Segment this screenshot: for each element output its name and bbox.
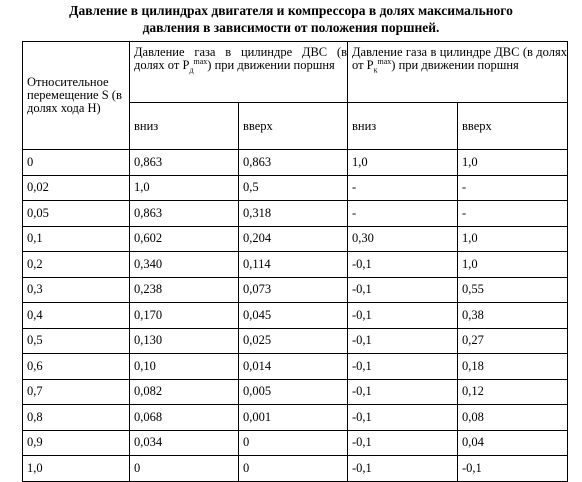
table-row (23, 456, 568, 482)
table-row (23, 379, 568, 405)
table-cell: 0,08 (458, 405, 568, 431)
table-row (23, 303, 568, 329)
header-relative-displacement-text: Относительное перемещение S (в долях хода H) (27, 75, 122, 115)
table-cell: 0,8 (23, 405, 130, 431)
table-cell: 0,38 (458, 303, 568, 329)
table-cell: 0,863 (130, 201, 239, 227)
table-cell: - (458, 201, 568, 227)
group1-text-post: ) при движении поршня (207, 58, 335, 72)
header-relative-displacement (23, 42, 130, 150)
table-cell: 1,0 (130, 175, 239, 201)
table-cell: 0,204 (239, 226, 348, 252)
title-line-1: Давление в цилиндрах двигателя и компрессора в долях максимального (69, 3, 513, 18)
table-cell: 1,0 (23, 456, 130, 482)
table-cell: 1,0 (458, 252, 568, 278)
table-cell: -0,1 (348, 430, 458, 456)
table-cell: 0,5 (239, 175, 348, 201)
table-cell: 0,7 (23, 379, 130, 405)
table-cell: 0,863 (130, 150, 239, 176)
table-cell: 0,863 (239, 150, 348, 176)
table-cell: - (348, 175, 458, 201)
table-cell: 0,4 (23, 303, 130, 329)
table-cell: 0 (23, 150, 130, 176)
table-cell: 0,114 (239, 252, 348, 278)
header-up-2: вверх (458, 103, 568, 150)
table-cell: 0,068 (130, 405, 239, 431)
table-cell: 0,001 (239, 405, 348, 431)
table-row (23, 201, 568, 227)
table-cell: 0,02 (23, 175, 130, 201)
table-cell: 0,034 (130, 430, 239, 456)
table-row (23, 405, 568, 431)
table-cell: -0,1 (348, 405, 458, 431)
table-cell: 0,10 (130, 354, 239, 380)
table-cell: 0,005 (239, 379, 348, 405)
table-cell: 0,318 (239, 201, 348, 227)
table-cell: 0,05 (23, 201, 130, 227)
table-cell: 0,30 (348, 226, 458, 252)
header-row-groups (23, 42, 568, 103)
header-group-engine-pk (348, 42, 568, 103)
table-cell: 0,9 (23, 430, 130, 456)
group2-sup: max (377, 56, 392, 66)
table-cell: 1,0 (458, 226, 568, 252)
table-cell: 0,18 (458, 354, 568, 380)
table-cell: 1,0 (458, 150, 568, 176)
group1-sup: max (193, 56, 208, 66)
table-row (23, 354, 568, 380)
table-row (23, 277, 568, 303)
header-group-engine-pd (130, 42, 348, 103)
table-cell: 0,12 (458, 379, 568, 405)
table-row (23, 175, 568, 201)
table-cell: 0,082 (130, 379, 239, 405)
table-row (23, 252, 568, 278)
header-down-2: вниз (348, 103, 458, 150)
header-down-1: вниз (130, 103, 239, 150)
group1-text-pre: Давление газа в цилиндре ДВС (в долях от P (134, 45, 347, 72)
table-cell: 0 (239, 456, 348, 482)
table-cell: 0,1 (23, 226, 130, 252)
table-cell: 0,2 (23, 252, 130, 278)
table-row (23, 150, 568, 176)
table-cell: 0,238 (130, 277, 239, 303)
group2-text-pre: Давление газа в цилиндре ДВС (в долях от P (352, 45, 567, 72)
table-cell: 0,602 (130, 226, 239, 252)
table-cell: -0,1 (348, 303, 458, 329)
table-cell: 0,014 (239, 354, 348, 380)
table-title (0, 2, 582, 36)
group2-text-post: ) при движении поршня (391, 58, 519, 72)
table-cell: 0,340 (130, 252, 239, 278)
table-row (23, 430, 568, 456)
group1-sub: д (189, 65, 194, 75)
table-cell: 0,04 (458, 430, 568, 456)
title-line-2: давления в зависимости от положения поршней. (142, 20, 440, 35)
table-row (23, 226, 568, 252)
table-cell: - (348, 201, 458, 227)
table-cell: 0 (130, 456, 239, 482)
table-cell: -0,1 (348, 379, 458, 405)
table-cell: -0,1 (348, 456, 458, 482)
table-row (23, 328, 568, 354)
table-cell: -0,1 (348, 328, 458, 354)
group2-sub: к (373, 65, 378, 75)
pressure-table (22, 41, 568, 482)
table-cell: 0,170 (130, 303, 239, 329)
table-cell: -0,1 (348, 354, 458, 380)
table-cell: -0,1 (458, 456, 568, 482)
table-cell: 0,5 (23, 328, 130, 354)
table-cell: 0,130 (130, 328, 239, 354)
table-cell: 0,55 (458, 277, 568, 303)
table-cell: 0,6 (23, 354, 130, 380)
table-cell: - (458, 175, 568, 201)
table-cell: 0,073 (239, 277, 348, 303)
table-cell: -0,1 (348, 277, 458, 303)
table-cell: 0,045 (239, 303, 348, 329)
table-cell: -0,1 (348, 252, 458, 278)
table-cell: 0,27 (458, 328, 568, 354)
table-cell: 0,3 (23, 277, 130, 303)
header-up-1: вверх (239, 103, 348, 150)
table-cell: 1,0 (348, 150, 458, 176)
table-cell: 0,025 (239, 328, 348, 354)
table-cell: 0 (239, 430, 348, 456)
